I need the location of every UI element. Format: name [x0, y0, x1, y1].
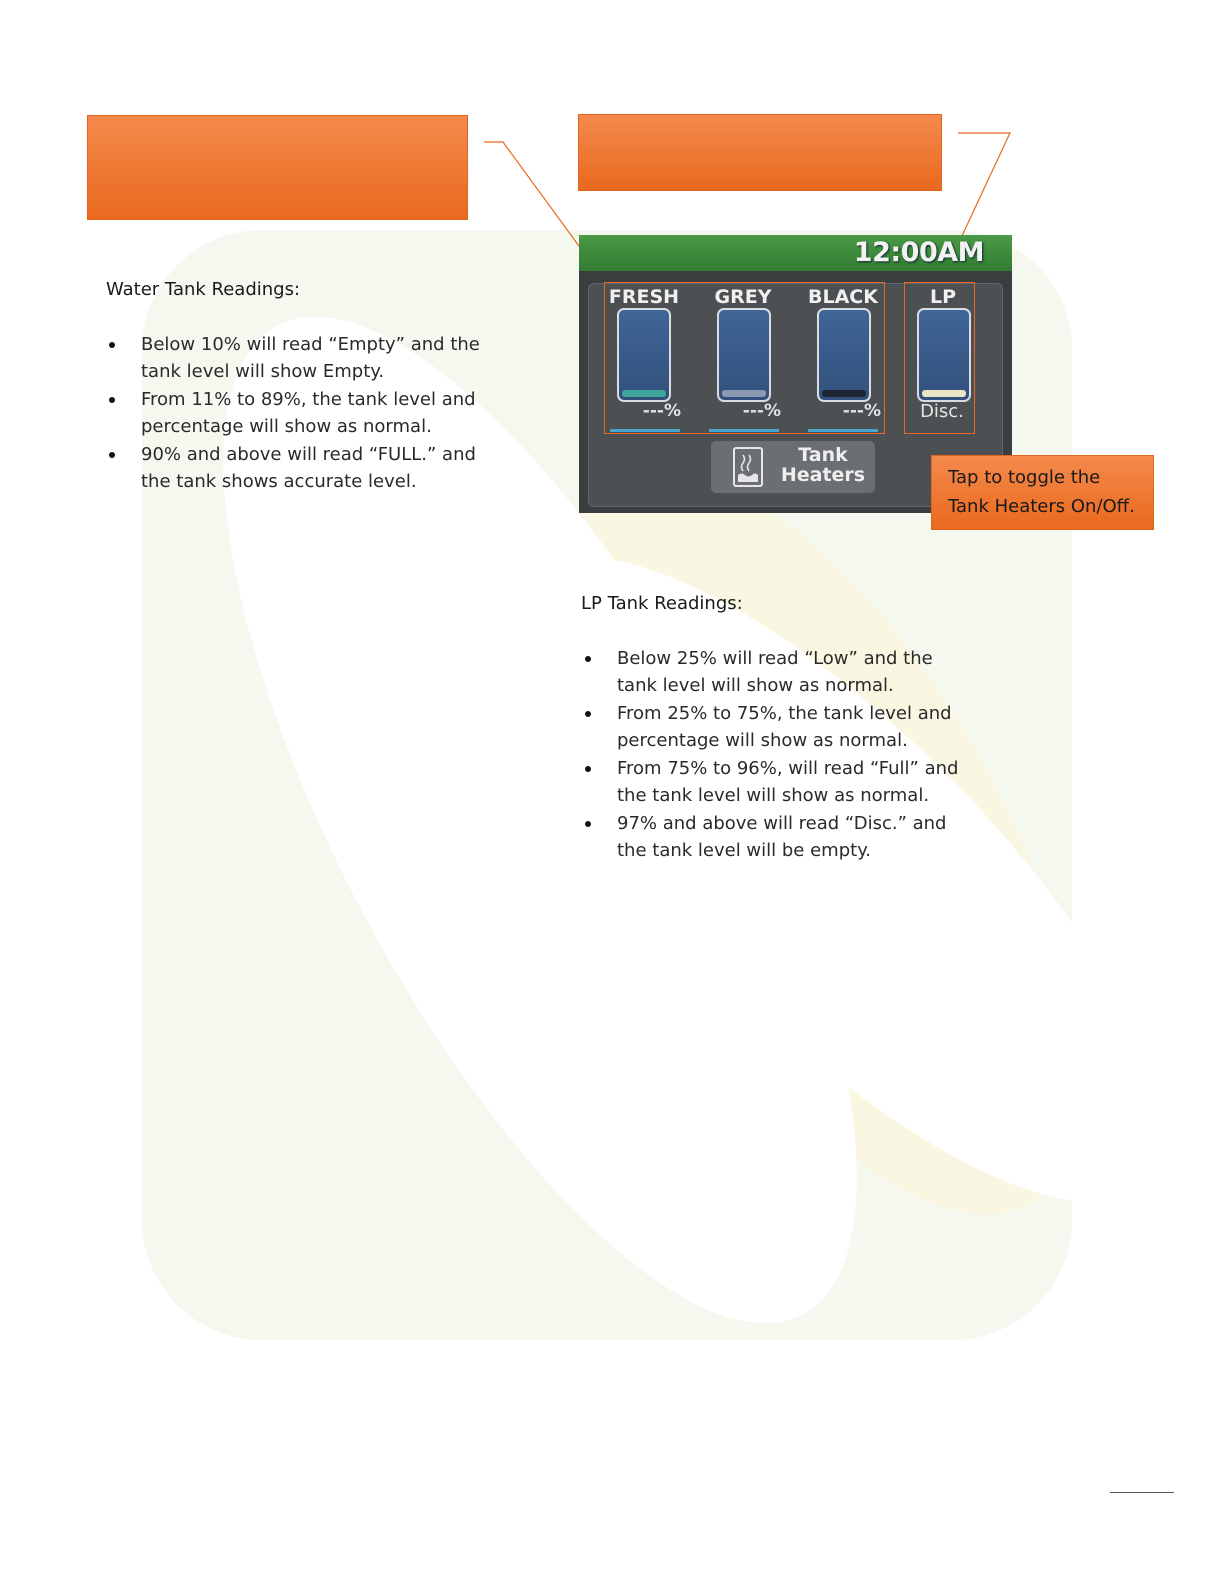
list-item: From 25% to 75%, the tank level and percentage will show as normal. — [582, 700, 962, 754]
lp-tank-heading: LP Tank Readings: — [581, 593, 743, 614]
black-tank-reading: ---% — [842, 401, 881, 421]
left-header-box — [87, 115, 468, 220]
tank-heaters-label: Tank Heaters — [780, 444, 866, 486]
tank-heaters-tooltip — [931, 455, 1154, 530]
grey-tank-reading: ---% — [742, 401, 781, 421]
lp-tank-bullet-list — [582, 645, 962, 865]
list-item: From 75% to 96%, will read “Full” and the tank level will show as normal. — [582, 755, 962, 809]
water-tank-bullet-list — [106, 331, 506, 496]
tank-heater-icon — [733, 447, 763, 487]
page-footer-rule — [1110, 1492, 1174, 1493]
list-item: From 11% to 89%, the tank level and percentage will show as normal. — [106, 386, 506, 440]
list-item: Below 10% will read “Empty” and the tank level will show Empty. — [106, 331, 506, 385]
tooltip-text: Tap to toggle the Tank Heaters On/Off. — [948, 467, 1135, 517]
clock: 12:00AM — [853, 237, 984, 268]
lp-tank-reading: Disc. — [920, 401, 964, 422]
right-header-box — [578, 114, 942, 191]
water-tank-heading: Water Tank Readings: — [106, 279, 301, 300]
tank-label-black: BLACK — [808, 286, 878, 308]
water-tanks-highlight — [604, 282, 885, 434]
tank-heaters-button[interactable] — [711, 441, 875, 493]
list-item: 90% and above will read “FULL.” and the tank shows accurate level. — [106, 441, 506, 495]
status-bar — [579, 235, 1012, 271]
lp-tank-highlight — [904, 282, 975, 434]
tank-label-grey: GREY — [714, 286, 772, 308]
list-item: Below 25% will read “Low” and the tank level will show as normal. — [582, 645, 962, 699]
fresh-tank-reading: ---% — [642, 401, 681, 421]
tank-label-fresh: FRESH — [608, 286, 680, 308]
list-item: 97% and above will read “Disc.” and the tank level will be empty. — [582, 810, 962, 864]
tank-label-lp: LP — [929, 286, 957, 308]
